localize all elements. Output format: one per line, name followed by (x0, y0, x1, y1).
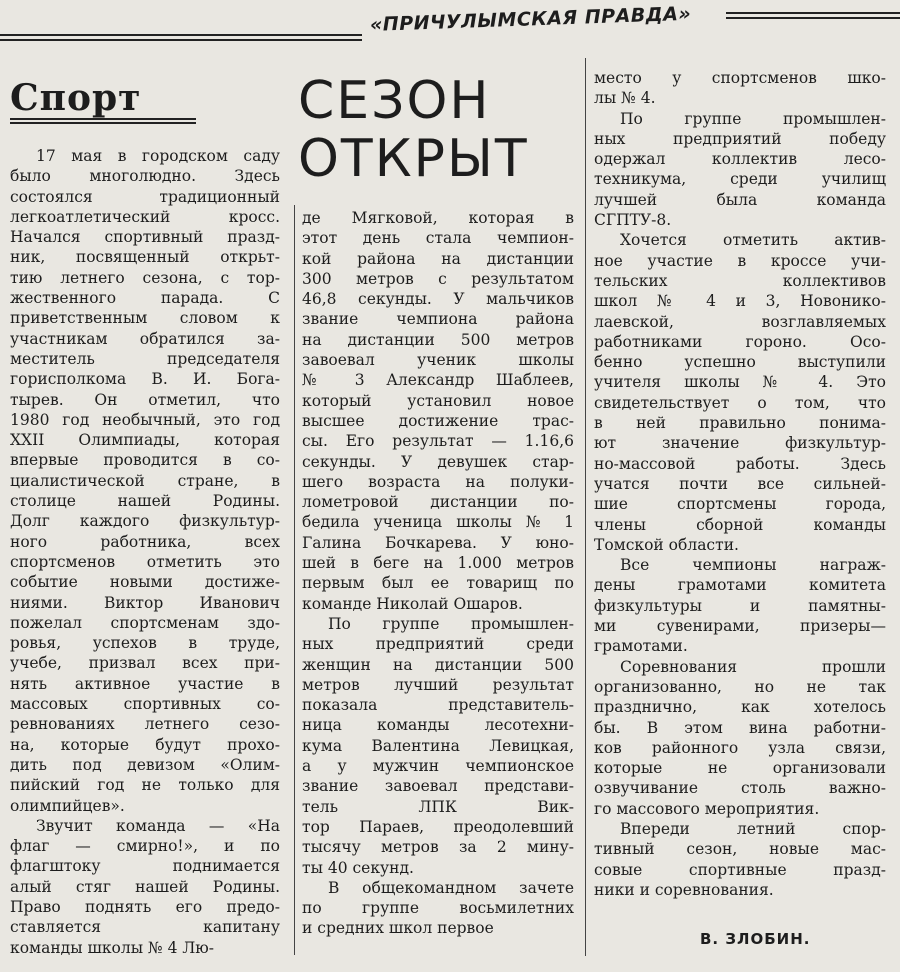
text-line: завоевал ученик школы (302, 351, 574, 370)
text-line: жественного парада. С (10, 289, 280, 308)
text-line: Начался спортивный празд- (10, 228, 280, 247)
section-label: Спорт (10, 77, 142, 119)
text-line: и средних школ первое (302, 919, 494, 938)
paragraph (10, 146, 280, 816)
text-line: учатся почти все сильней- (594, 474, 886, 493)
paragraph (594, 555, 886, 656)
text-line: 46,8 секунды. У мальчиков (302, 290, 574, 309)
text-line: организованно, но не так (594, 677, 886, 696)
text-line: одержал коллектив лесо- (594, 150, 886, 169)
text-line: на дистанции 500 метров (302, 330, 574, 349)
text-line: озвучивание столь важно- (594, 779, 886, 798)
text-line: Право поднять его предо- (10, 897, 280, 916)
text-line: 1980 год необычный, это год (10, 410, 280, 429)
text-line: событие новыми достиже- (10, 573, 280, 592)
text-line: тырев. Он отметил, что (10, 390, 280, 409)
text-line: шие спортсмены города, (594, 495, 886, 514)
text-line: свидетельствует о том, что (594, 393, 886, 412)
text-line: в ней правильно понима- (594, 414, 886, 433)
article-column-1 (10, 146, 280, 958)
text-line: школ № 4 и 3, Новонико- (594, 292, 886, 311)
text-line: команды школы № 4 Лю- (10, 938, 215, 957)
paragraph (302, 878, 574, 939)
section-underline (10, 118, 196, 124)
text-line: пийский год не только для (10, 776, 280, 795)
text-line: первым был ее товарищ по (302, 574, 574, 593)
paragraph (594, 819, 886, 900)
text-line: ют значение физкультур- (594, 434, 886, 453)
text-line: сы. Его результат — 1.16,6 (302, 432, 574, 451)
text-line: тор Параев, преодолевший (302, 817, 574, 836)
text-line: Звучит команда — «На (36, 816, 280, 835)
text-line: ных предприятий победу (594, 129, 886, 148)
text-line: ница команды лесотехни- (302, 716, 574, 735)
text-line: который установил новое (302, 391, 574, 410)
text-line: циалистической стране, в (10, 471, 280, 490)
text-line: меститель председателя (10, 349, 280, 368)
text-line: го массового мероприятия. (594, 799, 820, 818)
text-line: ных предприятий среди (302, 635, 574, 654)
column-divider-2 (585, 58, 586, 956)
masthead-rule-right (726, 12, 900, 19)
paragraph (302, 208, 574, 614)
text-line: кой района на дистанции (302, 249, 574, 268)
text-line: празднично, как хотелось (594, 698, 886, 717)
text-line: Хочется отметить актив- (620, 231, 886, 250)
text-line: В общекомандном зачете (328, 878, 574, 897)
text-line: ставляется капитану (10, 918, 280, 937)
text-line: Все чемпионы награж- (620, 556, 886, 575)
text-line: массовых спортивных со- (10, 695, 280, 714)
text-line: Соревнования прошли (620, 657, 886, 676)
text-line: состоялся традиционный (10, 187, 280, 206)
text-line: а у мужчин чемпионское (302, 757, 574, 776)
text-line: дить под девизом «Олим- (10, 755, 280, 774)
text-line: бы. В этом вина работни- (594, 718, 886, 737)
text-line: но-массовой работы. Здесь (594, 454, 886, 473)
text-line: спортсменов отметить это (10, 552, 280, 571)
text-line: бедила ученица школы № 1 (302, 513, 574, 532)
headline-line-1: СЕЗОН (298, 71, 491, 131)
text-line: Галина Бочкарева. У юно- (302, 533, 574, 552)
text-line: столице нашей Родины. (10, 492, 280, 511)
paragraph (10, 816, 280, 958)
text-line: По группе промышлен- (620, 109, 886, 128)
text-line: физкультуры и памятны- (594, 596, 886, 615)
text-line: по группе восьмилетних (302, 899, 574, 918)
text-line: По группе промышлен- (328, 614, 574, 633)
paragraph (594, 657, 886, 819)
column-divider-1 (294, 205, 295, 955)
text-line: которые не организовали (594, 759, 886, 778)
text-line: звание чемпиона района (302, 310, 574, 329)
text-line: бенно успешно выступили (594, 353, 886, 372)
author-signature: В. ЗЛОБИН. (700, 930, 811, 948)
text-line: Томской области. (594, 535, 739, 554)
text-line: на, которые будут прохо- (10, 735, 280, 754)
headline-line-2: ОТКРЫТ (298, 129, 529, 189)
headline (298, 72, 578, 188)
text-line: впервые проводится в со- (10, 451, 280, 470)
paragraph (594, 230, 886, 555)
text-line: лучшей была команда (594, 190, 886, 209)
text-line: учителя школы № 4. Это (594, 373, 886, 392)
article-column-3 (594, 68, 886, 900)
text-line: участникам обратился за- (10, 329, 280, 348)
text-line: команде Николай Ошаров. (302, 594, 523, 613)
text-line: ми сувенирами, призеры— (594, 617, 886, 636)
text-line: грамотами. (594, 637, 688, 656)
text-line: ты 40 секунд. (302, 858, 414, 877)
text-line: ники и соревнования. (594, 880, 774, 899)
text-line: шей в беге на 1.000 метров (302, 554, 574, 573)
text-line: Впереди летний спор- (620, 819, 886, 838)
text-line: № 3 Александр Шаблеев, (302, 371, 574, 390)
masthead-rule-left (0, 34, 362, 41)
text-line: СГПТУ-8. (594, 211, 672, 230)
text-line: ровья, успехов в труде, (10, 634, 280, 653)
text-line: было многолюдно. Здесь (10, 167, 280, 186)
text-line: алый стяг нашей Родины. (10, 877, 280, 896)
text-line: место у спортсменов шко- (594, 69, 886, 87)
text-line: техникума, среди училищ (594, 170, 886, 189)
text-line: члены сборной команды (594, 515, 886, 534)
newspaper-masthead: «ПРИЧУЛЫМСКАЯ ПРАВДА» (369, 2, 692, 36)
text-line: 17 мая в городском саду (36, 147, 280, 165)
text-line: нять активное участие в (10, 674, 280, 693)
text-line: тель ЛПК Вик- (302, 797, 574, 816)
text-line: лометровой дистанции по- (302, 493, 574, 512)
text-line: женщин на дистанции 500 (302, 655, 574, 674)
text-line: ник, посвященный открьт- (10, 248, 280, 267)
article-column-2 (302, 208, 574, 939)
text-line: секунды. У девушек стар- (302, 452, 574, 471)
text-line: метров лучший результат (302, 675, 574, 694)
text-line: де Мягковой, которая в (302, 209, 574, 227)
text-line: лы № 4. (594, 89, 656, 108)
text-line: олимпийцев». (10, 796, 125, 815)
text-line: кума Валентина Левицкая, (302, 736, 574, 755)
text-line: Долг каждого физкультур- (10, 512, 280, 531)
text-line: горисполкома В. И. Бога- (10, 370, 280, 389)
text-line: ное участие в кроссе учи- (594, 251, 886, 270)
paragraph (594, 109, 886, 231)
text-line: тельских коллективов (594, 271, 886, 290)
text-line: работниками гороно. Осо- (594, 332, 886, 351)
text-line: учебе, призвал всех при- (10, 654, 280, 673)
text-line: ревнованиях летнего сезо- (10, 715, 280, 734)
text-line: высшее достижение трас- (302, 411, 574, 430)
text-line: флаг — смирно!», и по (10, 837, 280, 856)
text-line: 300 метров с результатом (302, 269, 574, 288)
text-line: этот день стала чемпион- (302, 229, 574, 248)
text-line: приветственным словом к (10, 309, 280, 328)
text-line: флагштоку поднимается (10, 857, 280, 876)
text-line: ков районного узла связи, (594, 738, 886, 757)
text-line: показала представитель- (302, 696, 574, 715)
text-line: легкоатлетический кросс. (10, 207, 280, 226)
text-line: пожелал спортсменам здо- (10, 613, 280, 632)
paragraph (302, 614, 574, 878)
text-line: лаевской, возглавляемых (594, 312, 886, 331)
text-line: тию летнего сезона, с тор- (10, 268, 280, 287)
text-line: совые спортивные празд- (594, 860, 886, 879)
text-line: тивный сезон, новые мас- (594, 840, 886, 859)
text-line: XXII Олимпиады, которая (10, 431, 280, 450)
text-line: ного работника, всех (10, 532, 280, 551)
text-line: дены грамотами комитета (594, 576, 886, 595)
text-line: шего возраста на полуки- (302, 472, 574, 491)
text-line: звание завоевал представи- (302, 777, 574, 796)
text-line: ниями. Виктор Иванович (10, 593, 280, 612)
paragraph (594, 68, 886, 109)
text-line: тысячу метров за 2 мину- (302, 838, 574, 857)
